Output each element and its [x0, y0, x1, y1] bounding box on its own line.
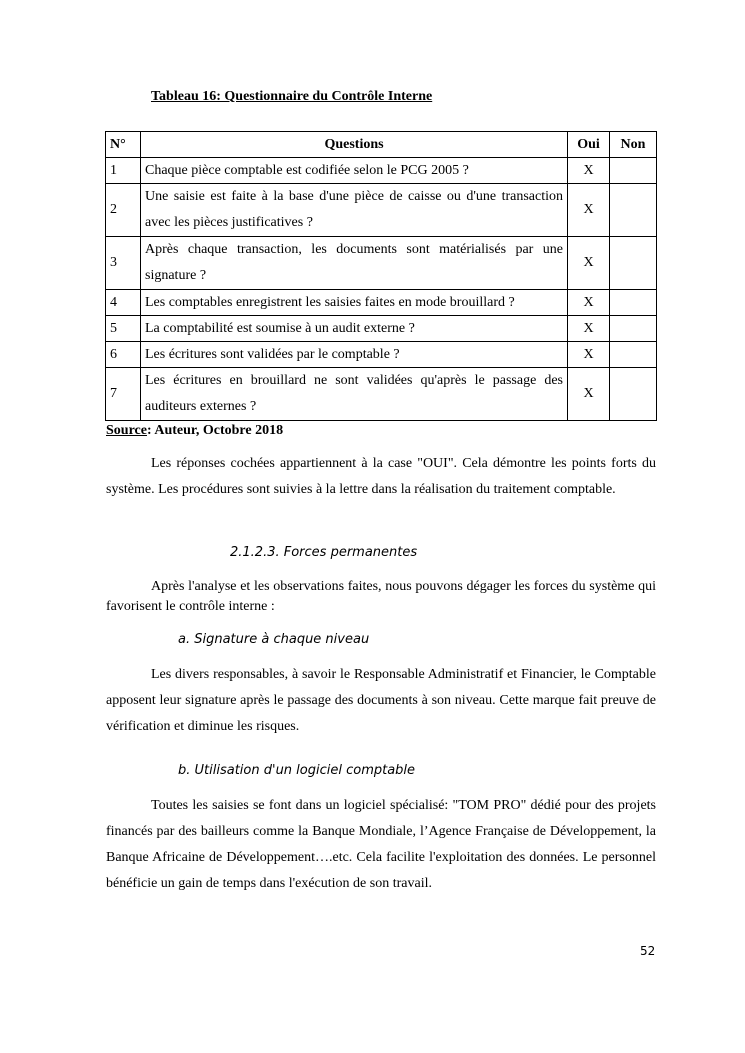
row-oui: X	[568, 237, 610, 290]
table-row	[106, 342, 657, 368]
table-header-row	[106, 132, 657, 158]
row-num: 6	[106, 342, 141, 368]
paragraph-analysis: Après l'analyse et les observations faites, nous pouvons dégager les forces du système qui favorisent le contrôle interne :	[106, 579, 656, 614]
row-oui: X	[568, 158, 610, 184]
row-non	[610, 237, 657, 290]
row-non	[610, 368, 657, 421]
header-num: N°	[106, 132, 141, 158]
paragraph-software: Toutes les saisies se font dans un logiciel spécialisé: "TOM PRO" dédié pour des projets financés par des bailleurs comme la Banque Mondiale, l’Agence Française de Développement, la Banque Africaine de Développement….etc. Cela facilite l'exploitation des données. Le personnel bénéficie un gain de temps dans l'exécution de son travail.	[106, 798, 656, 891]
row-question: La comptabilité est soumise à un audit externe ?	[141, 316, 568, 342]
row-non	[610, 316, 657, 342]
row-oui: X	[568, 368, 610, 421]
paragraph-results: Les réponses cochées appartiennent à la case "OUI". Cela démontre les points forts du système. Les procédures sont suivies à la lettre dans la réalisation du traitement comptable.	[106, 456, 656, 497]
section-heading: 2.1.2.3. Forces permanentes	[230, 545, 418, 560]
paragraph-signature: Les divers responsables, à savoir le Responsable Administratif et Financier, le Comptable apposent leur signature après le passage des documents à son niveau. Cette marque fait preuve de vérification et diminue les risques.	[106, 667, 656, 734]
row-non	[610, 158, 657, 184]
row-oui: X	[568, 290, 610, 316]
row-non	[610, 342, 657, 368]
source-text: : Auteur, Octobre 2018	[146, 423, 284, 438]
row-num: 4	[106, 290, 141, 316]
row-question: Après chaque transaction, les documents sont matérialisés par une signature ?	[141, 237, 568, 290]
source-label: Source	[106, 423, 147, 438]
subheading-software: b. Utilisation d'un logiciel comptable	[178, 763, 416, 778]
table-row	[106, 158, 657, 184]
table-row	[106, 237, 657, 290]
header-oui: Oui	[568, 132, 610, 158]
row-num: 7	[106, 368, 141, 421]
table-row	[106, 316, 657, 342]
header-questions: Questions	[141, 132, 568, 158]
row-num: 2	[106, 184, 141, 237]
row-oui: X	[568, 184, 610, 237]
table-source	[106, 423, 283, 439]
row-non	[610, 184, 657, 237]
subheading-signature: a. Signature à chaque niveau	[178, 632, 370, 647]
row-oui: X	[568, 316, 610, 342]
table-row	[106, 368, 657, 421]
row-question: Les écritures sont validées par le comptable ?	[141, 342, 568, 368]
table-row	[106, 184, 657, 237]
row-num: 1	[106, 158, 141, 184]
row-question: Les écritures en brouillard ne sont validées qu'après le passage des auditeurs externes ?	[141, 368, 568, 421]
row-num: 5	[106, 316, 141, 342]
questionnaire-table	[105, 131, 657, 421]
row-question: Une saisie est faite à la base d'une pièce de caisse ou d'une transaction avec les pièces justificatives ?	[141, 184, 568, 237]
header-non: Non	[610, 132, 657, 158]
row-num: 3	[106, 237, 141, 290]
row-oui: X	[568, 342, 610, 368]
table-row	[106, 290, 657, 316]
row-non	[610, 290, 657, 316]
row-question: Les comptables enregistrent les saisies faites en mode brouillard ?	[141, 290, 568, 316]
page-number: 52	[640, 944, 656, 958]
table-caption: Tableau 16: Questionnaire du Contrôle Interne	[151, 89, 433, 104]
row-question: Chaque pièce comptable est codifiée selon le PCG 2005 ?	[141, 158, 568, 184]
